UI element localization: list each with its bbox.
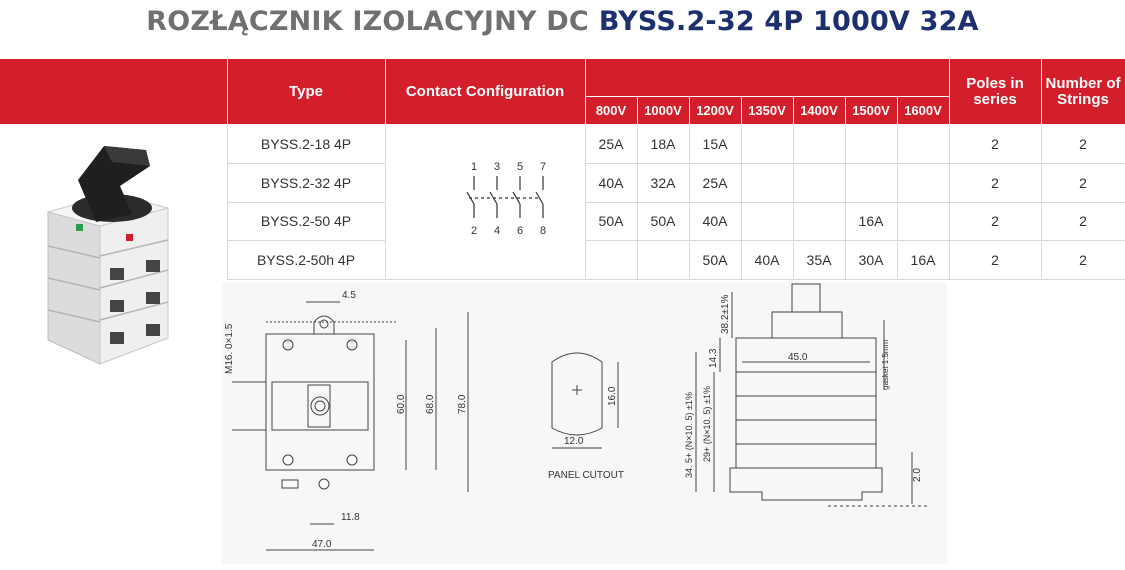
cell-current [897, 163, 949, 202]
cell-current [793, 202, 845, 241]
cell-current: 18A [637, 125, 689, 164]
cell-current: 40A [741, 241, 793, 280]
header-voltage: 1500V [845, 97, 897, 125]
terminal-label: 5 [517, 160, 524, 173]
panel-cutout-label: PANEL CUTOUT [548, 470, 624, 481]
header-voltage: 1400V [793, 97, 845, 125]
dim-label: 60.0 [396, 394, 407, 414]
dim-label: 14.3 [708, 348, 719, 368]
header-row-top [0, 59, 1125, 97]
cell-current [741, 163, 793, 202]
contact-diagram [407, 126, 563, 276]
cell-current [845, 163, 897, 202]
cell-type: BYSS.2-50h 4P [227, 241, 385, 280]
dim-label: 47.0 [312, 539, 332, 550]
header-voltage: 1600V [897, 97, 949, 125]
cell-current: 40A [689, 202, 741, 241]
header-voltage: 1350V [741, 97, 793, 125]
terminal-label: 1 [471, 160, 478, 173]
dim-label: 16.0 [607, 386, 618, 406]
cell-current: 16A [897, 241, 949, 280]
terminal-label: 4 [494, 224, 501, 237]
cell-current: 30A [845, 241, 897, 280]
cell-poles: 2 [949, 125, 1041, 164]
cell-current [741, 125, 793, 164]
cell-current: 50A [585, 202, 637, 241]
dim-label: 11.8 [341, 512, 360, 523]
header-strings: Number of Strings [1041, 59, 1125, 125]
cell-poles: 2 [949, 241, 1041, 280]
dimension-drawing [222, 282, 947, 564]
cell-strings: 2 [1041, 241, 1125, 280]
product-photo [0, 128, 222, 386]
dim-label: 12.0 [564, 436, 584, 447]
dim-label: 45.0 [788, 352, 808, 363]
dim-label: 78.0 [457, 394, 468, 414]
terminal-label: 3 [494, 160, 501, 173]
cell-current [897, 125, 949, 164]
cell-strings: 2 [1041, 163, 1125, 202]
cell-poles: 2 [949, 202, 1041, 241]
cell-strings: 2 [1041, 125, 1125, 164]
cell-current: 32A [637, 163, 689, 202]
header-voltage: 1000V [637, 97, 689, 125]
cell-current [845, 125, 897, 164]
dim-label: 29+ (N×10. 5) ±1% [702, 386, 712, 462]
terminal-label: 7 [540, 160, 547, 173]
cell-current: 15A [689, 125, 741, 164]
header-voltage: 1200V [689, 97, 741, 125]
cell-current [897, 202, 949, 241]
cell-type: BYSS.2-50 4P [227, 202, 385, 241]
contact-config-cell [385, 125, 585, 280]
cell-current [637, 241, 689, 280]
header-voltage: 800V [585, 97, 637, 125]
cell-current: 16A [845, 202, 897, 241]
header-blank [0, 59, 227, 125]
header-poles: Poles in series [949, 59, 1041, 125]
cell-type: BYSS.2-18 4P [227, 125, 385, 164]
header-voltage-group [585, 59, 949, 97]
cell-poles: 2 [949, 163, 1041, 202]
cell-current: 35A [793, 241, 845, 280]
switch-contacts [467, 176, 543, 218]
dim-label: 2.0 [912, 468, 923, 482]
terminal-label: 2 [471, 224, 478, 237]
cell-current [585, 241, 637, 280]
rotary-handle [72, 146, 152, 222]
cell-type: BYSS.2-32 4P [227, 163, 385, 202]
dim-label: 4.5 [342, 290, 356, 301]
cell-current: 25A [585, 125, 637, 164]
dim-label: 68.0 [425, 394, 436, 414]
cell-current [793, 163, 845, 202]
terminal-label: 8 [540, 224, 547, 237]
side-view [696, 284, 930, 506]
cell-strings: 2 [1041, 202, 1125, 241]
title-model: BYSS.2-32 4P 1000V 32A [598, 6, 979, 37]
cell-current [741, 202, 793, 241]
cell-current [793, 125, 845, 164]
cell-current: 50A [689, 241, 741, 280]
page-title [0, 6, 1125, 37]
header-contact-config: Contact Configuration [385, 59, 585, 125]
gasket-label: gasket 1.5mm [881, 339, 890, 390]
title-prefix: ROZŁĄCZNIK IZOLACYJNY DC [146, 6, 589, 37]
terminal-label: 6 [517, 224, 524, 237]
cell-current: 40A [585, 163, 637, 202]
dim-label: 34. 5+ (N×10. 5) ±1% [684, 392, 694, 478]
cell-current: 50A [637, 202, 689, 241]
cell-current: 25A [689, 163, 741, 202]
dim-label: 38.2±1% [720, 294, 731, 334]
dim-label: M16. 0×1.5 [224, 323, 235, 374]
header-type: Type [227, 59, 385, 125]
